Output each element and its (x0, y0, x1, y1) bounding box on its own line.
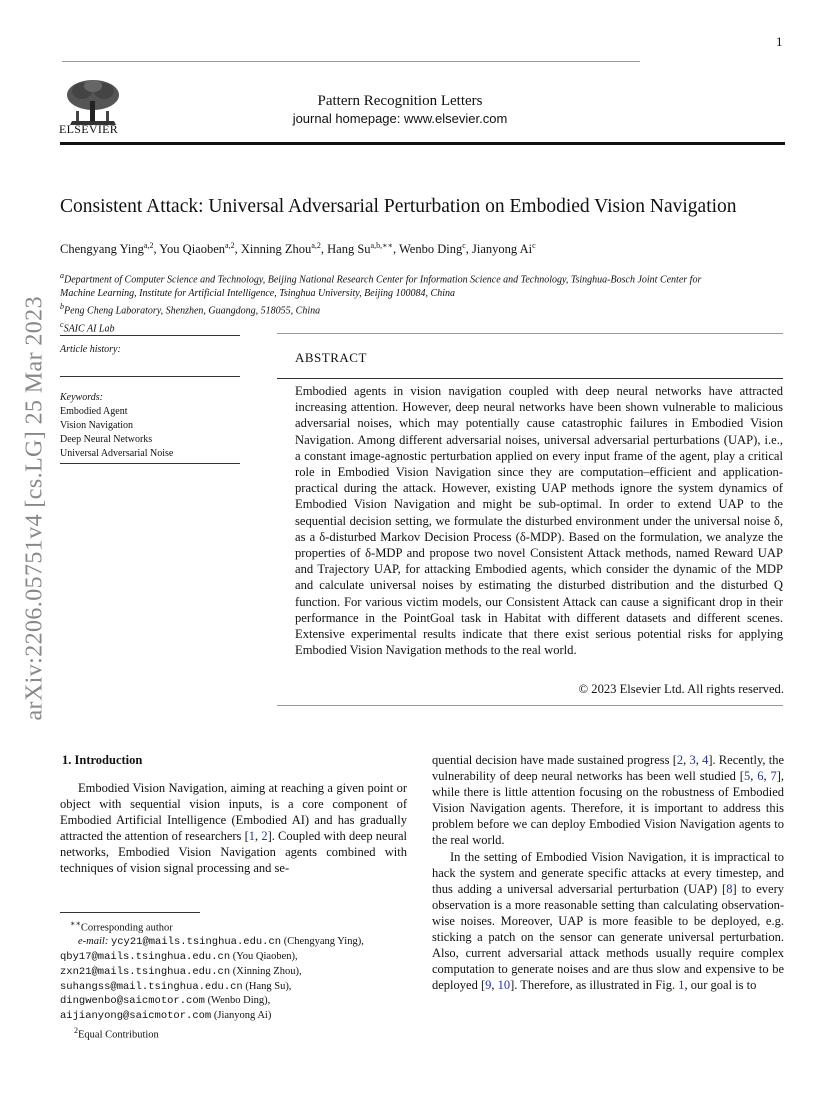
citation-link[interactable]: 7 (770, 769, 777, 784)
paragraph-text: , our goal is to (684, 978, 757, 993)
paragraph (432, 752, 784, 849)
page-number: 1 (776, 34, 783, 49)
author-list: Chengyang Ying$^{a,2}$, You Qiaoben$^{a,2}$, Xinning Zhou$^{a,2}$, Hang $Su^{a,b,∗∗}$, Wenbo Ding$^c$, Jianyong Ai$^c$ (60, 241, 536, 257)
email-link[interactable]: zxn21@mails.tsinghua.edu.cn (60, 965, 231, 978)
paragraph-text: , (763, 769, 771, 784)
abstract-heading: ABSTRACT (295, 350, 367, 365)
footnote-email-line: aijianyong@saicmotor.com (Jianyong Ai) (60, 1010, 272, 1023)
citation-link[interactable]: 3 (689, 753, 696, 767)
paragraph-text: , (750, 769, 758, 784)
footnotes (60, 917, 364, 1042)
author: Chengyang Ying (60, 242, 144, 257)
keyword: Vision Navigation (60, 420, 134, 431)
citation-link[interactable]: 1 (678, 978, 685, 993)
copyright-notice: © 2023 Elsevier Ltd. All rights reserved. (578, 682, 784, 696)
arxiv-stamp: arXiv:2206.05751v4 [cs.LG] 25 Mar 2023 (21, 296, 48, 721)
paragraph (432, 849, 784, 994)
citation-link[interactable]: 2 (676, 753, 684, 767)
publisher-logo-text: ELSEVIER (59, 122, 119, 136)
body-column-right (432, 752, 784, 993)
citation-link[interactable]: 9 (485, 978, 492, 993)
affiliation-line: $^b$Peng Cheng Laboratory, Shenzhen, Guangdong, 518055, China (60, 302, 321, 317)
email-link[interactable]: ycy21@mails.tsinghua.edu.cn (110, 936, 282, 949)
citation-link[interactable]: 5 (743, 769, 751, 784)
footnote-email-line: qby17@mails.tsinghua.edu.cn (You Qiaoben), (60, 951, 298, 964)
paragraph (60, 780, 407, 877)
header-bottom-rule (60, 142, 785, 145)
citation-link[interactable]: 10 (497, 978, 511, 993)
email-link[interactable]: dingwenbo@saicmotor.com (60, 995, 205, 1008)
sidebar-rule (60, 376, 240, 377)
author-affil-mark: a,2 (143, 241, 154, 250)
author-affil-mark: a,b,∗∗ (370, 241, 393, 250)
article-history-label: Article history: (60, 344, 121, 355)
paragraph-text: , (255, 829, 262, 844)
author-affil-mark: c (462, 241, 466, 250)
abstract-bottom-rule (277, 705, 783, 706)
paragraph-text: ]. Therefore, as illustrated in Fig. (510, 978, 679, 993)
footnote-email-line: suhangss@mail.tsinghua.edu.cn (Hang Su), (60, 980, 292, 993)
author: You Qiaoben (159, 242, 226, 257)
paragraph-text: ], while there is little attention focusing on the robustness of Embodied Vision Navigation agents. Therefore, it is important to address this problem before we can deploy Embodied Vision Navigation agents to the real world. (432, 769, 785, 848)
paragraph-text: ]. Recently, the vulnerability of deep neural networks has been well studied [ (432, 753, 785, 784)
citation-link[interactable]: 1 (248, 829, 255, 844)
paragraph-text: , (683, 753, 690, 767)
affiliation-line: $^c$SAIC AI Lab (60, 320, 115, 335)
paragraph-text: In the setting of Embodied Vision Navigation, it is impractical to hack the system and generate specific attacks at every timestep, and thus adding a universal adversarial perturbation (UAP) [ (432, 849, 784, 896)
body-column-left (60, 780, 407, 877)
footnote-corresponding: ∗∗Corresponding author (70, 919, 173, 934)
keyword: Universal Adversarial Noise (60, 448, 174, 459)
email-link[interactable]: aijianyong@saicmotor.com (60, 1010, 212, 1023)
sidebar-rule (60, 463, 240, 464)
affiliation-line: Machine Learning, Institute for Artificial Intelligence, Tsinghua University, Beijing 100084, China (60, 287, 455, 299)
sidebar-rule (60, 335, 240, 336)
abstract-rule (277, 378, 783, 379)
paragraph-text: , (491, 978, 498, 993)
header-top-rule (62, 61, 640, 62)
paragraph-text: quential decision have made sustained progress [ (432, 753, 677, 767)
footnote-equal-contribution: $^2$Equal Contribution (74, 1026, 159, 1041)
abstract-text: Embodied agents in vision navigation coupled with deep neural networks have attracted increasing attention. However, deep neural networks have been shown vulnerable to malicious adversarial noises, which may potentially cause catastrophic failures in Embodied Vision Navigation. Among different adversarial noises, universal adversarial perturbations (UAP), i.e., a constant image-agnostic perturbation applied on every input frame of the agent, play a critical role in Embodied Vision Navigation since they are computation–efficient and application-practical during the attack. However, existing UAP methods ignore the system dynamics of Embodied Vision Navigation and might be sub-optimal. In order to extend UAP to the sequential decision setting, we formulate the disturbed environment under the universal noise δ, as a δ-disturbed Markov Decision Process (δ-MDP). Based on the formulation, we analyze the properties of δ-MDP and propose two novel Consistent Attack methods, named Reward UAP and Trajectory UAP, for attacking Embodied agents, which consider the dynamic of the MDP and calculate universal noises by estimating the disturbed distribution and the disturbed Q function. For various victim models, our Consistent Attack can cause a significant drop in their performance in the PointGoal task in Habitat with different datasets and different scenes. Extensive experimental results indicate that there exist serious potential risks for applying Embodied Vision Navigation methods to the real world. (295, 384, 783, 658)
affiliations (60, 269, 788, 336)
citation-link[interactable]: 6 (757, 769, 764, 784)
paragraph-text: ] to every observation is a more reasonable setting than calculating observation-wise noises. Moreover, UAP is more feasible to be deployed, e.g. sticking a patch on the sensor can generate universal perturbation. Also, current adversarial attack methods usually require complex computation to generate noises and are thus slow and expensive to be deployed [ (432, 881, 784, 993)
paragraph-text: , (695, 753, 703, 767)
footnote-email-line: dingwenbo@saicmotor.com (Wenbo Ding), (60, 995, 271, 1008)
author: Xinning Zhou (240, 242, 312, 257)
journal-homepage[interactable]: journal homepage: www.elsevier.com (292, 111, 508, 126)
keyword: Embodied Agent (60, 406, 128, 417)
email-link[interactable]: suhangss@mail.tsinghua.edu.cn (60, 980, 243, 993)
footnote-email-line: zxn21@mails.tsinghua.edu.cn (Xinning Zhou), (60, 965, 302, 978)
keyword: Deep Neural Networks (60, 434, 153, 445)
paper-title: Consistent Attack: Universal Adversarial Perturbation on Embodied Vision Navigation (60, 196, 737, 217)
email-link[interactable]: qby17@mails.tsinghua.edu.cn (60, 951, 231, 964)
author-affil-mark: a,2 (311, 241, 321, 250)
abstract-top-rule (277, 333, 783, 334)
author: Wenbo Ding (399, 242, 463, 257)
footnote-email-line: e-mail: ycy21@mails.tsinghua.edu.cn (Chengyang Ying), (78, 936, 364, 949)
author-affil-mark: a,2 (225, 241, 235, 250)
citation-link[interactable]: 4 (702, 753, 709, 767)
keywords-label: Keywords: (60, 392, 103, 403)
author-affil-mark: c (532, 241, 536, 250)
citation-link[interactable]: 2 (261, 829, 268, 844)
author: Jianyong Ai (472, 242, 533, 257)
keywords-list (60, 405, 173, 461)
footnote-rule (60, 912, 200, 913)
paragraph-text: Embodied Vision Navigation, aiming at reaching a given point or object with sequential vision inputs, is a core component of Embodied Artificial Intelligence (Embodied AI) and has gradually attracted the attention of researchers [ (60, 781, 407, 844)
section-heading-introduction: 1. Introduction (62, 753, 143, 767)
author: Hang Su (327, 242, 371, 257)
journal-name: Pattern Recognition Letters (317, 93, 483, 109)
paragraph-text: ]. Coupled with deep neural networks, Embodied Vision Navigation agents combined with techniques of vision signal processing and se- (60, 829, 407, 876)
citation-link[interactable]: 8 (726, 881, 733, 896)
affiliation-line: $^a$Department of Computer Science and Technology, Beijing National Research Center for Information Science and Technology, Tsinghua-Bosch Joint Center for (60, 271, 702, 286)
